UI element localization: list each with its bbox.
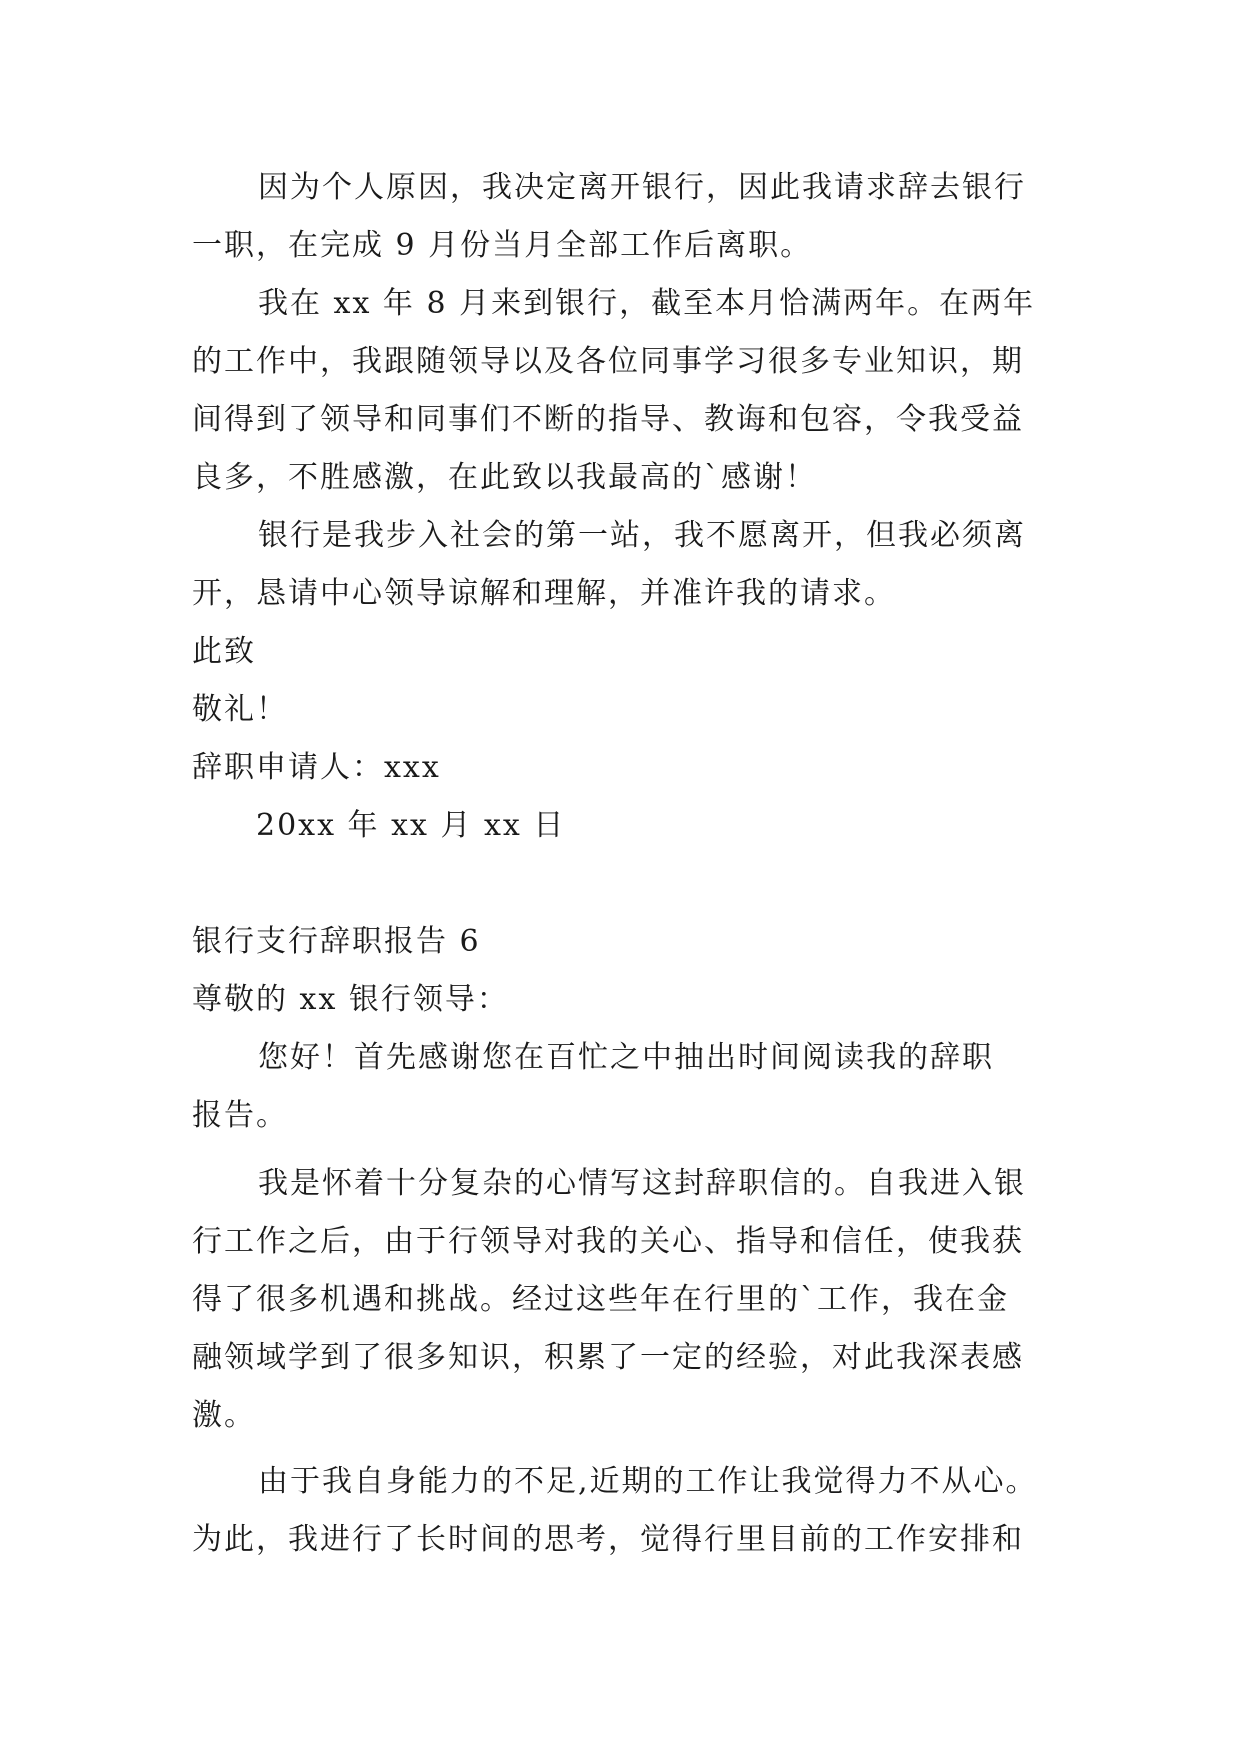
paragraph-line: 因为个人原因，我决定离开银行，因此我请求辞去银行 [258, 170, 1026, 205]
paragraph-line: 为此，我进行了长时间的思考，觉得行里目前的工作安排和 [192, 1522, 1024, 1557]
paragraph-line: 激。 [192, 1398, 256, 1433]
signature-line: 辞职申请人：xxx [192, 750, 441, 785]
paragraph-line: 行工作之后，由于行领导对我的关心、指导和信任，使我获 [192, 1224, 1024, 1259]
date-line: 20xx 年 xx 月 xx 日 [256, 808, 566, 843]
closing-line: 敬礼！ [192, 692, 288, 727]
closing-line: 此致 [192, 634, 256, 669]
paragraph-line: 我是怀着十分复杂的心情写这封辞职信的。自我进入银 [258, 1166, 1026, 1201]
paragraph-line: 良多，不胜感激，在此致以我最高的`感谢！ [192, 460, 817, 495]
paragraph-line: 一职，在完成 9 月份当月全部工作后离职。 [192, 228, 813, 263]
paragraph-line: 银行是我步入社会的第一站，我不愿离开，但我必须离 [258, 518, 1026, 553]
paragraph-line: 得了很多机遇和挑战。经过这些年在行里的`工作，我在金 [192, 1282, 1009, 1317]
paragraph-line: 我在 xx 年 8 月来到银行，截至本月恰满两年。在两年 [258, 286, 1036, 321]
paragraph-line: 间得到了领导和同事们不断的指导、教诲和包容，令我受益 [192, 402, 1024, 437]
paragraph-line: 融领域学到了很多知识，积累了一定的经验，对此我深表感 [192, 1340, 1024, 1375]
paragraph-line: 报告。 [192, 1098, 288, 1133]
salutation-line: 尊敬的 xx 银行领导： [192, 982, 509, 1017]
paragraph-line: 您好！首先感谢您在百忙之中抽出时间阅读我的辞职 [258, 1040, 994, 1075]
paragraph-line: 的工作中，我跟随领导以及各位同事学习很多专业知识，期 [192, 344, 1024, 379]
paragraph-line: 由于我自身能力的不足,近期的工作让我觉得力不从心。 [258, 1464, 1038, 1499]
section-title: 银行支行辞职报告 6 [192, 924, 481, 959]
paragraph-line: 开，恳请中心领导谅解和理解，并准许我的请求。 [192, 576, 896, 611]
